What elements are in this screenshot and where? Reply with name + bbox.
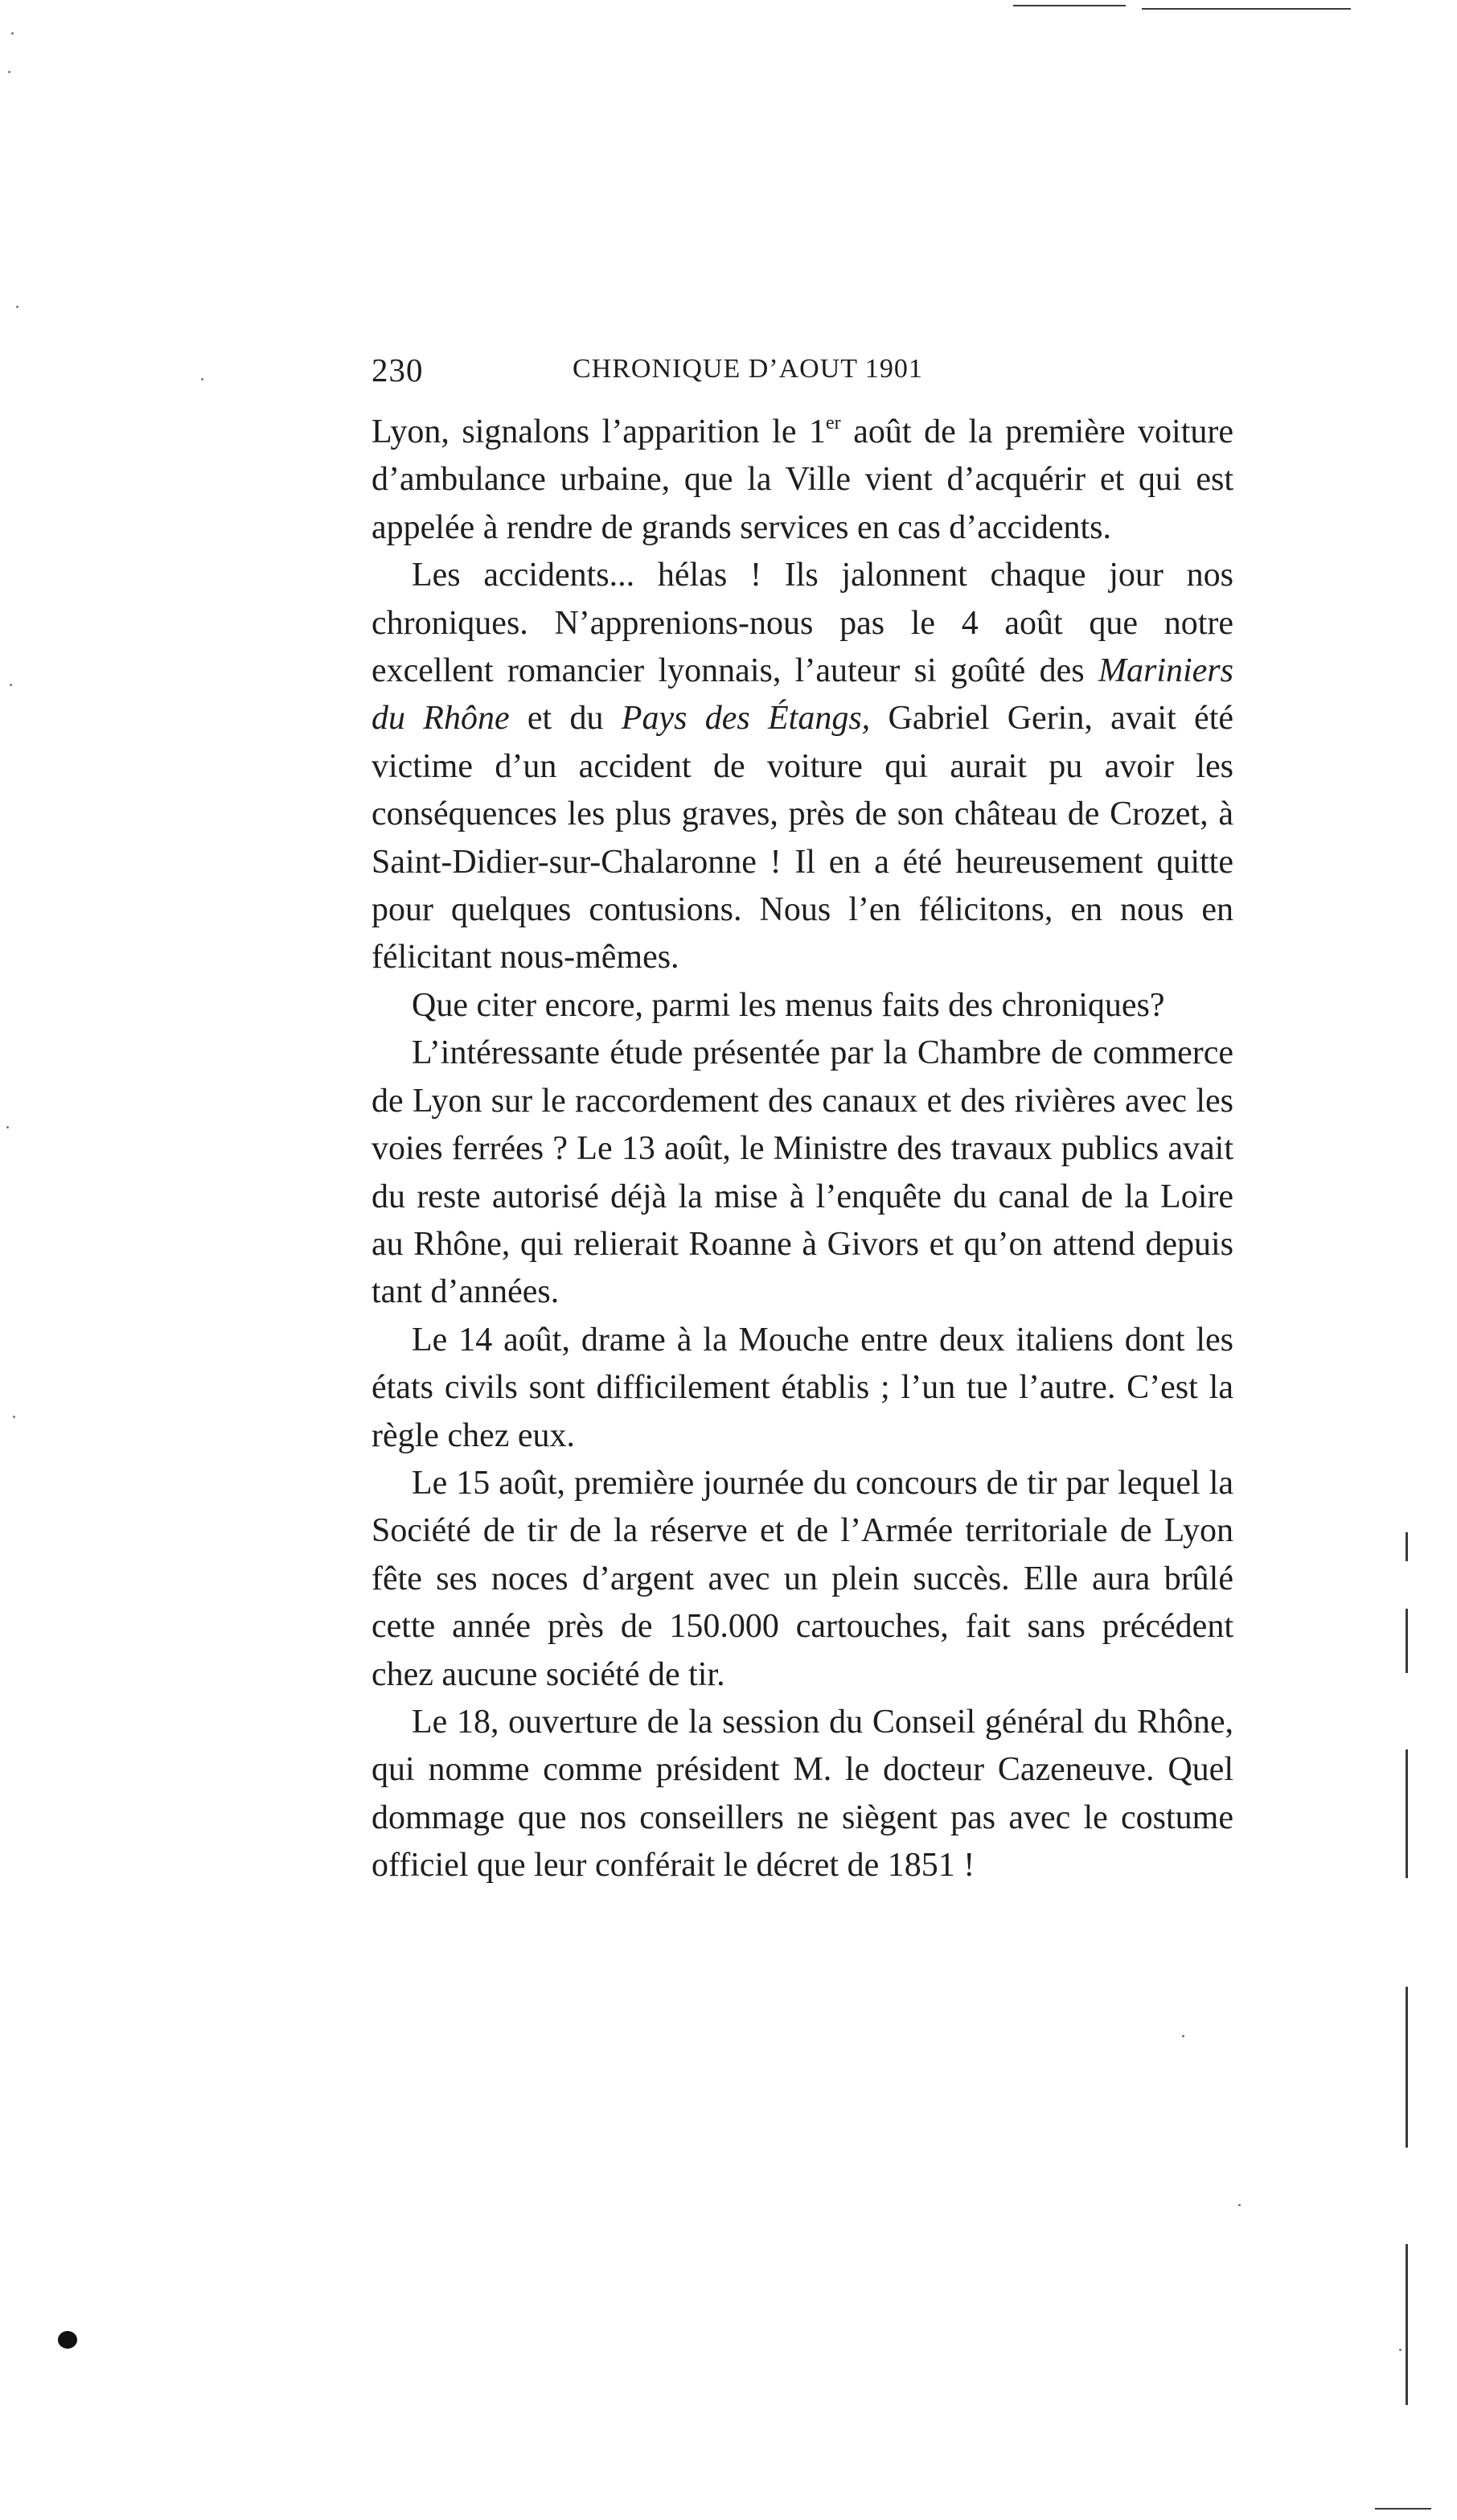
- margin-mark: [1013, 5, 1126, 6]
- superscript: er: [826, 413, 841, 434]
- paragraph-7: Le 18, ouverture de la session du Conseil général du Rhône, qui nomme comme président M. le docteur Cazeneuve. Quel dommage que nos conseillers ne siègent pas avec le costume officiel que leur conférait le décret de 1851 !: [371, 1703, 1233, 1885]
- margin-mark: [1406, 2365, 1408, 2386]
- margin-mark: [1406, 1987, 1408, 2148]
- margin-mark: [1375, 2508, 1431, 2510]
- paragraph-2-text-c: Gabriel Gerin, avait été victime d’un accident de voiture qui aurait pu avoir les conséquences les plus graves, près de son château de Crozet, à Saint-Didier-sur-Chalaronne ! Il en a été heureusement quitte pour quelques contusions. Nous l’en félicitons, en nous en félicitant nous-mêmes.: [371, 700, 1234, 976]
- page-number: 230: [371, 351, 424, 388]
- body-text: [371, 409, 1233, 1890]
- speck: [16, 306, 18, 308]
- paragraph-3: Que citer encore, parmi les menus faits des chroniques?: [412, 986, 1165, 1024]
- speck: [8, 71, 10, 73]
- paragraph-4: L’intéressante étude présentée par la Chambre de commerce de Lyon sur le raccordement des canaux et des rivières avec les voies ferrées ? Le 13 août, le Ministre des travaux publics avait du reste autorisé déjà la mise à l’enquête du canal de la Loire au Rhône, qui relierait Roanne à Givors et qu’on attend depuis tant d’années.: [371, 1034, 1233, 1311]
- running-head: CHRONIQUE D’AOUT 1901: [573, 354, 923, 384]
- paragraph-5: Le 14 août, drame à la Mouche entre deux italiens dont les états civils sont difficilement établis ; l’un tue l’autre. C’est la règle chez eux.: [371, 1321, 1233, 1454]
- margin-mark: [1142, 8, 1351, 10]
- ink-dot: [58, 2331, 77, 2349]
- book-title-etangs: Pays des Étangs,: [621, 700, 871, 738]
- paragraph-2-text-b: et du: [509, 700, 622, 738]
- speck: [1182, 2035, 1184, 2037]
- speck: [10, 684, 12, 686]
- paragraph-1-text-b: août de la première voiture d’ambulance urbaine, que la Ville vient d’acquérir et qui est appelée à rendre de grands services en cas d’accidents.: [371, 413, 1233, 546]
- paragraph-6: Le 15 août, première journée du concours de tir par lequel la Société de tir de la réserve et de l’Armée territoriale de Lyon fête ses noces d’argent avec un plein succès. Elle aura brûlé cette année près de 150.000 cartouches, fait sans précédent chez aucune société de tir.: [371, 1464, 1233, 1693]
- paragraph-2: [371, 552, 1233, 982]
- speck: [6, 1126, 9, 1128]
- margin-mark: [1406, 1609, 1408, 1673]
- speck: [13, 1416, 15, 1418]
- speck: [11, 32, 14, 35]
- book-title-mariniers: Mariniers du Rhône: [371, 652, 1233, 738]
- page-header: [371, 346, 1248, 394]
- margin-mark: [1406, 1532, 1408, 1561]
- speck: [1399, 2349, 1402, 2351]
- paragraph-1: [371, 409, 1233, 552]
- speck: [1238, 2204, 1241, 2206]
- paragraph-2-text-a: Les accidents... hélas ! Ils jalonnent chaque jour nos chroniques. N’apprenions-nous pas le 4 août que notre excellent romancier lyonnais, l’auteur si goûté des: [371, 557, 1233, 690]
- speck: [201, 378, 203, 380]
- paragraph-1-text-a: Lyon, signalons l’apparition le 1: [371, 413, 827, 450]
- margin-mark: [1406, 1749, 1408, 1878]
